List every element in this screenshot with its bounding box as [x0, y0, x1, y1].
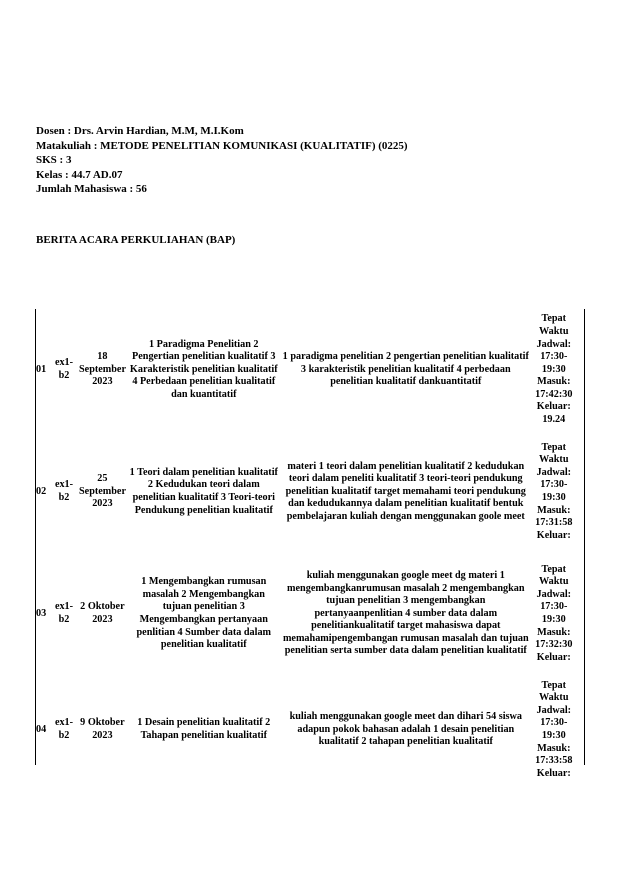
meeting-number: 04: [36, 723, 47, 735]
course-line: Matakuliah : METODE PENELITIAN KOMUNIKASI (KUALITATIF) (0225): [36, 139, 408, 152]
planned-topic: 1 Paradigma Penelitian 2 Pengertian penelitian kualitatif 3 Karakteristik penelitian kualitatif 4 Perbedaan penelitian kualitatif dan kuantitatif: [129, 338, 278, 400]
credits-line: SKS : 3: [36, 154, 72, 166]
class-code: ex1-b2: [54, 357, 74, 381]
attendance-status: Tepat Waktu Jadwal: 17:30-19:30 Masuk: 17:33:58 Keluar:: [535, 679, 573, 779]
table-row: [35, 553, 577, 675]
planned-topic: 1 Mengembangkan rumusan masalah 2 Mengembangkan tujuan penelitian 3 Mengembangkan pertanyaan penlitian 4 Sumber data dalam penelitian kualitatif: [136, 576, 272, 651]
bap-title: BERITA ACARA PERKULIAHAN (BAP): [36, 234, 236, 246]
attendance-status: Tepat Waktu Jadwal: 17:30-19:30 Masuk: 17:32:30 Keluar:: [535, 563, 573, 663]
meeting-date: 2 Oktober 2023: [80, 601, 125, 625]
meeting-date: 25 September 2023: [79, 473, 126, 510]
attendance-status: Tepat Waktu Jadwal: 17:30-19:30 Masuk: 17:31:58 Keluar:: [535, 441, 573, 541]
planned-topic: 1 Desain penelitian kualitatif 2 Tahapan penelitian kualitatif: [137, 717, 271, 741]
meeting-date: 18 September 2023: [79, 351, 126, 388]
meeting-number: 03: [36, 607, 47, 619]
class-line: Kelas : 44.7 AD.07: [36, 168, 123, 181]
class-code: ex1-b2: [54, 479, 74, 503]
table-row: [35, 675, 577, 785]
planned-topic: 1 Teori dalam penelitian kualitatif 2 Kedudukan teori dalam penelitian kualitatif 3 Teori-teori Pendukung penelitian kualitatif: [129, 466, 278, 516]
actual-material: kuliah menggunakan google meet dan dihari 54 siswa adapun pokok bahasan adalah 1 desain penelitian kualitatif 2 tahapan penelitian kualitatif: [289, 711, 522, 748]
actual-material: materi 1 teori dalam penelitian kualitatif 2 kedudukan teori dalam peneliti kualitatif 3 teori-teori pendukung penelitian kualitatif target memahami teori pendukung dan kedudukannya dalam penelitian kualitatif bentuk pembelajaran kuliah dengan menggunakan goole meet: [285, 460, 526, 522]
actual-material: 1 paradigma penelitian 2 pengertian penelitian kualitatif 3 karakteristik penelitian kualitatif 4 perbedaan penelitian kualitatif dankuantitatif: [282, 351, 529, 388]
course-header: [36, 124, 408, 197]
table-row: [35, 431, 577, 553]
table-right-border: [584, 309, 585, 765]
class-code: ex1-b2: [54, 717, 74, 741]
meeting-number: 02: [36, 485, 47, 497]
bap-table: [35, 309, 577, 785]
student-count-line: Jumlah Mahasiswa : 56: [36, 183, 147, 195]
class-code: ex1-b2: [54, 601, 74, 625]
meeting-number: 01: [36, 363, 47, 375]
attendance-status: Tepat Waktu Jadwal: 17:30-19:30 Masuk: 17:42:30 Keluar: 19.24: [535, 313, 573, 426]
lecturer-line: Dosen : Drs. Arvin Hardian, M.M, M.I.Kom: [36, 125, 244, 137]
meeting-date: 9 Oktober 2023: [80, 717, 125, 741]
actual-material: kuliah menggunakan google meet dg materi 1 mengembangkanrumusan masalah 2 mengembangkan tujuan penelitian 3 mengembangkan pertanyaanpenlitian 4 sumber data dalam penelitiankualitatif target mahasiswa dapat memahamipengembangan rumusan masalah dan tujuan penelitian serta sumber data dalam penelitian kualitatif: [282, 569, 529, 657]
table-row: [35, 309, 577, 431]
